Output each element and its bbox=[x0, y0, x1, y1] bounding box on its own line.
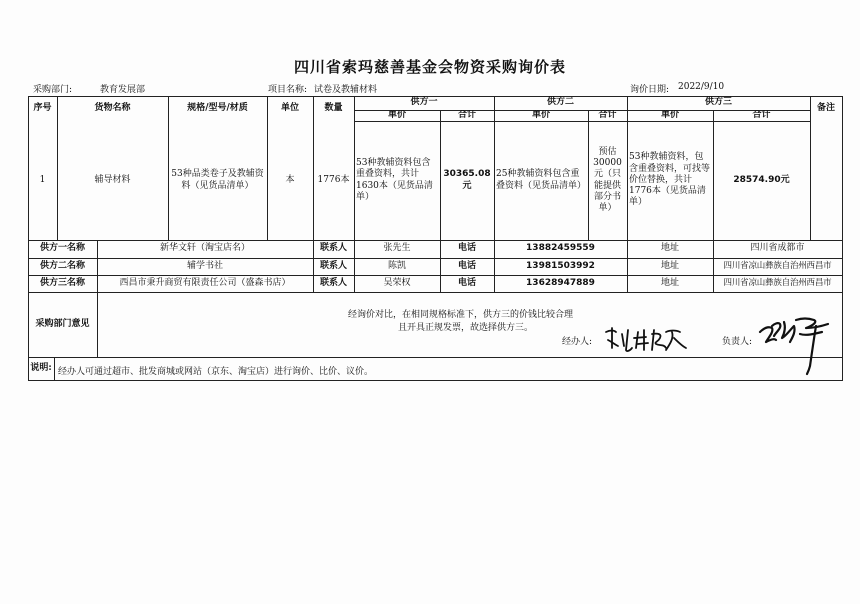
header-s3-total: 合计 bbox=[752, 110, 771, 120]
supplier-1-addr: 四川省成都市 bbox=[750, 243, 805, 254]
dept-label: 采购部门: bbox=[33, 85, 73, 95]
header-s1-price: 单价 bbox=[387, 110, 406, 120]
supplier-3-addr: 四川省凉山彝族自治州西昌市 bbox=[723, 278, 832, 289]
supplier-2-phone-label: 电话 bbox=[457, 260, 476, 271]
handler-signature-image bbox=[600, 324, 690, 354]
page-title: 四川省索玛慈善基金会物资采购询价表 bbox=[293, 58, 566, 76]
header-s2-price: 单价 bbox=[531, 110, 550, 120]
note-label: 说明: bbox=[30, 362, 52, 373]
supplier-2-label: 供方二名称 bbox=[39, 260, 85, 271]
supplier-3-label: 供方三名称 bbox=[39, 277, 85, 288]
supplier-1-contact: 张先生 bbox=[383, 243, 411, 254]
project-value: 试卷及教辅材料 bbox=[314, 85, 378, 95]
header-no: 序号 bbox=[33, 102, 52, 113]
supplier-1-label: 供方一名称 bbox=[39, 243, 85, 254]
row-s1-price: 53种教辅资料包含重叠资料，共计1630本（见货品清单） bbox=[356, 158, 433, 202]
row-no: 1 bbox=[39, 174, 46, 185]
row-s2-total: 预估30000元（只能提供部分书单） bbox=[593, 146, 622, 213]
header-unit: 单位 bbox=[280, 102, 299, 113]
supplier-1-phone: 13882459559 bbox=[526, 243, 595, 254]
header-supplier-2: 供方二 bbox=[546, 97, 574, 108]
supplier-1-contact-label: 联系人 bbox=[319, 243, 347, 254]
note-text: 经办人可通过超市、批发商城或网站（京东、淘宝店）进行询价、比价、议价。 bbox=[58, 367, 374, 377]
supplier-3-phone: 13628947889 bbox=[526, 277, 595, 288]
supplier-3-contact: 吴荣权 bbox=[383, 277, 411, 288]
responsible-label: 负责人: bbox=[722, 337, 753, 347]
row-s3-total: 28574.90元 bbox=[733, 174, 790, 185]
row-name: 辅导材料 bbox=[94, 174, 131, 185]
supplier-2-name: 辅学书社 bbox=[186, 260, 223, 271]
supplier-1-phone-label: 电话 bbox=[457, 243, 476, 254]
header-supplier-1: 供方一 bbox=[410, 97, 438, 108]
row-spec: 53种品类卷子及教辅资料（见货品清单） bbox=[171, 169, 264, 191]
header-note: 备注 bbox=[816, 102, 835, 113]
row-unit: 本 bbox=[285, 174, 295, 185]
opinion-line-2: 且开具正规发票，故选择供方三。 bbox=[398, 323, 534, 333]
handler-label: 经办人: bbox=[562, 337, 593, 347]
row-qty: 1776本 bbox=[317, 174, 350, 185]
header-supplier-3: 供方三 bbox=[704, 97, 732, 108]
project-label: 项目名称: bbox=[268, 85, 308, 95]
responsible-signature-image bbox=[756, 314, 836, 376]
header-spec: 规格/型号/材质 bbox=[187, 102, 248, 113]
opinion-label: 采购部门意见 bbox=[35, 318, 90, 329]
header-s3-price: 单价 bbox=[660, 110, 679, 120]
row-s2-price: 25种教辅资料包含重叠资料（见货品清单） bbox=[496, 169, 587, 191]
supplier-2-addr-label: 地址 bbox=[660, 260, 679, 271]
supplier-2-contact: 陈凯 bbox=[387, 260, 406, 271]
supplier-2-phone: 13981503992 bbox=[526, 260, 595, 271]
header-s2-total: 合计 bbox=[598, 110, 617, 120]
header-name: 货物名称 bbox=[94, 102, 131, 113]
header-s1-total: 合计 bbox=[457, 110, 476, 120]
dept-value: 教育发展部 bbox=[100, 85, 146, 95]
supplier-1-addr-label: 地址 bbox=[660, 243, 679, 254]
date-value: 2022/9/10 bbox=[678, 82, 725, 92]
supplier-2-addr: 四川省凉山彝族自治州西昌市 bbox=[723, 261, 832, 272]
header-qty: 数量 bbox=[324, 102, 343, 113]
date-label: 询价日期: bbox=[630, 85, 670, 95]
supplier-2-contact-label: 联系人 bbox=[319, 260, 347, 271]
supplier-3-addr-label: 地址 bbox=[660, 277, 679, 288]
supplier-3-phone-label: 电话 bbox=[457, 277, 476, 288]
opinion-line-1: 经询价对比，在相同规格标准下，供方三的价钱比较合理 bbox=[348, 310, 574, 320]
supplier-3-contact-label: 联系人 bbox=[319, 277, 347, 288]
row-s3-price: 53种教辅资料，包含重叠资料，可找等价位替换，共计1776本（见货品清单） bbox=[629, 152, 711, 208]
row-s1-total: 30365.08元 bbox=[443, 169, 491, 191]
supplier-1-name: 新华文轩（淘宝店名） bbox=[159, 243, 250, 254]
supplier-3-name: 西昌市秉升商贸有限责任公司（盛森书店） bbox=[119, 277, 291, 288]
